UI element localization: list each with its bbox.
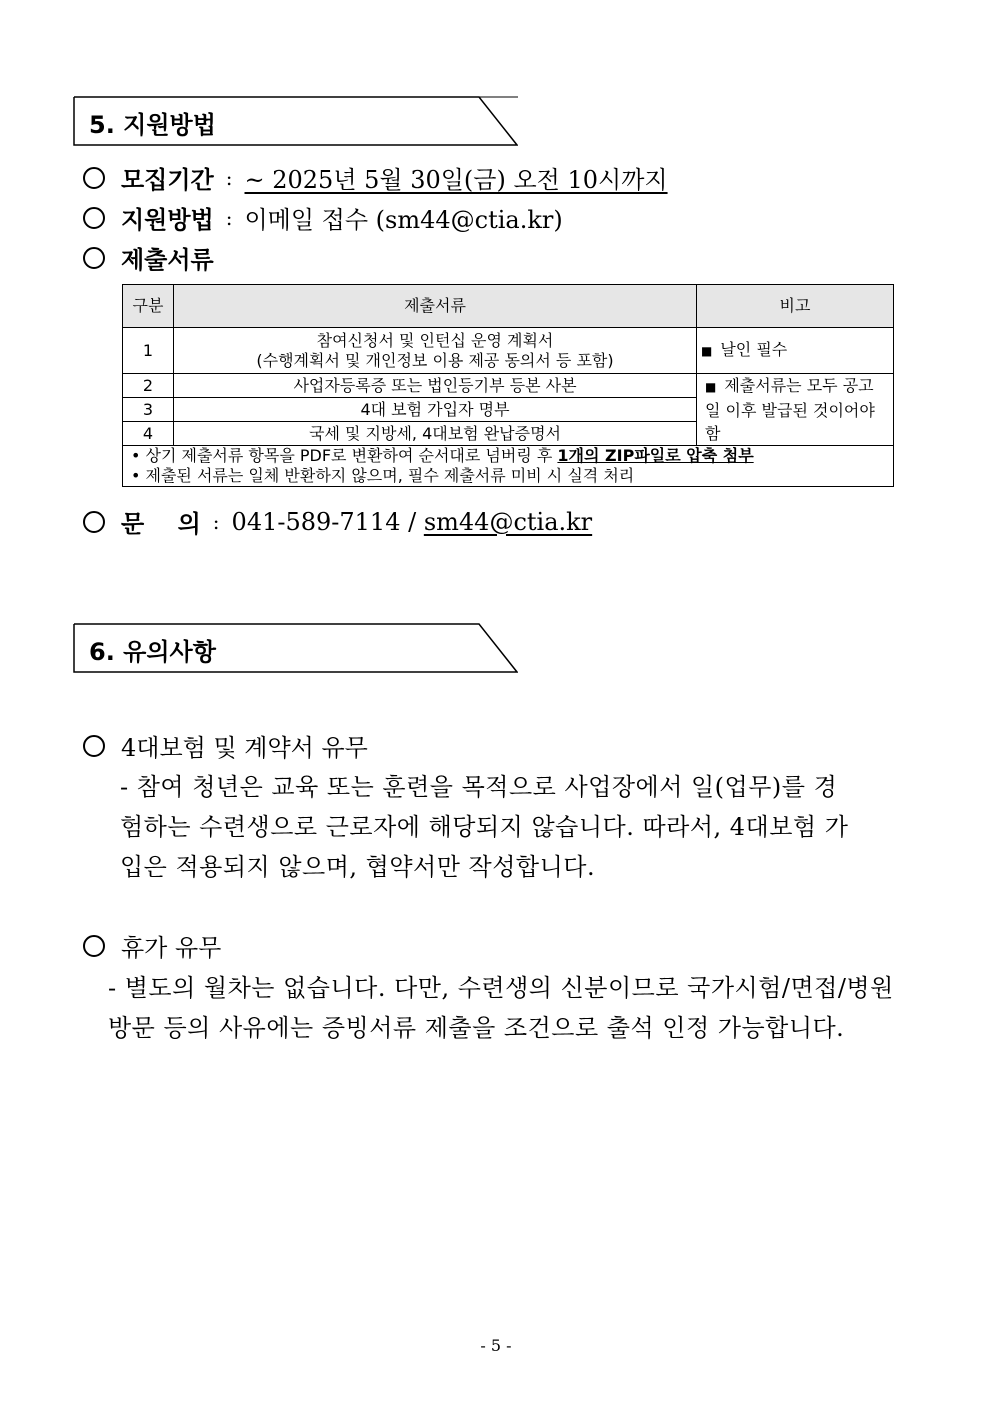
note-seal-required: 날인 필수 [720,340,788,359]
colon: : [212,509,220,534]
apply-method-row [83,200,563,235]
contact-phone: 041-589-7114 / [231,507,417,536]
row-document: 사업자등록증 또는 법인등기부 등본 사본 [174,374,697,398]
square-bullet-icon: ■ [701,344,713,358]
vacation-line2: 방문 등의 사유에는 증빙서류 제출을 조건으로 출석 인정 가능합니다. [108,1014,845,1042]
row-document-line2: (수행계획서 및 개인정보 이용 제공 동의서 등 포함) [256,350,614,370]
documents-table [122,284,894,487]
insurance-heading-row [83,728,368,763]
header-category: 구분 [123,285,174,328]
row-note [697,374,894,446]
section6-title: 6. 유의사항 [89,638,216,666]
row-number: 3 [123,398,174,422]
circle-bullet-icon [83,207,105,229]
recruit-period-label: 모집기간 [121,166,214,194]
table-footer [123,446,894,487]
documents-label: 제출서류 [121,246,214,274]
table-footer-row [123,446,894,487]
documents-row [83,240,214,275]
row-document: 4대 보험 가입자 명부 [174,398,697,422]
row-note [697,328,894,374]
recruit-period-value: ~ 2025년 5월 30일(금) 오전 10시까지 [244,166,668,194]
circle-bullet-icon [83,247,105,269]
insurance-heading: 4대보험 및 계약서 유무 [121,734,368,762]
section5-header [73,96,518,146]
circle-bullet-icon [83,511,105,533]
row-number: 1 [123,328,174,374]
contact-row [83,504,592,539]
note-issue-date: 제출서류는 모두 공고일 이후 발급된 것이어야 함 [705,376,875,443]
table-header-row [123,285,894,328]
section6-header [73,623,518,673]
insurance-line3: 입은 적용되지 않으며, 협약서만 작성합니다. [120,853,596,881]
colon: : [225,205,233,230]
footer-line1-emphasis: 1개의 ZIP파일로 압축 첨부 [557,446,754,465]
circle-bullet-icon [83,735,105,757]
apply-method-label: 지원방법 [121,206,214,234]
table-row [123,328,894,374]
contact-label: 문 의 [121,510,201,538]
row-document [174,328,697,374]
row-number: 2 [123,374,174,398]
insurance-line1: - 참여 청년은 교육 또는 훈련을 목적으로 사업장에서 일(업무)를 경 [120,773,838,801]
header-remarks: 비고 [697,285,894,328]
row-document-line1: 참여신청서 및 인턴십 운영 계획서 [316,330,554,350]
circle-bullet-icon [83,935,105,957]
recruit-period-row [83,160,668,195]
footer-line1 [131,446,889,466]
colon: : [225,165,233,190]
contact-email[interactable]: sm44@ctia.kr [423,507,593,536]
row-document: 국세 및 지방세, 4대보험 완납증명서 [174,422,697,446]
row-number: 4 [123,422,174,446]
square-bullet-icon: ■ [705,380,717,394]
section5-title: 5. 지원방법 [89,111,216,139]
vacation-line1: - 별도의 월차는 없습니다. 다만, 수련생의 신분이므로 국가시험/면접/병원 [108,974,894,1002]
apply-method-value: 이메일 접수 (sm44@ctia.kr) [244,206,563,234]
footer-line1-text: • 상기 제출서류 항목을 PDF로 변환하여 순서대로 넘버링 후 [131,446,558,465]
vacation-heading-row [83,928,221,963]
footer-line2: • 제출된 서류는 일체 반환하지 않으며, 필수 제출서류 미비 시 실격 처리 [131,466,635,485]
page-number: - 5 - [480,1336,512,1355]
header-documents: 제출서류 [174,285,697,328]
vacation-heading: 휴가 유무 [121,934,222,962]
circle-bullet-icon [83,167,105,189]
table-row [123,374,894,398]
insurance-line2: 험하는 수련생으로 근로자에 해당되지 않습니다. 따라서, 4대보험 가 [120,813,849,841]
